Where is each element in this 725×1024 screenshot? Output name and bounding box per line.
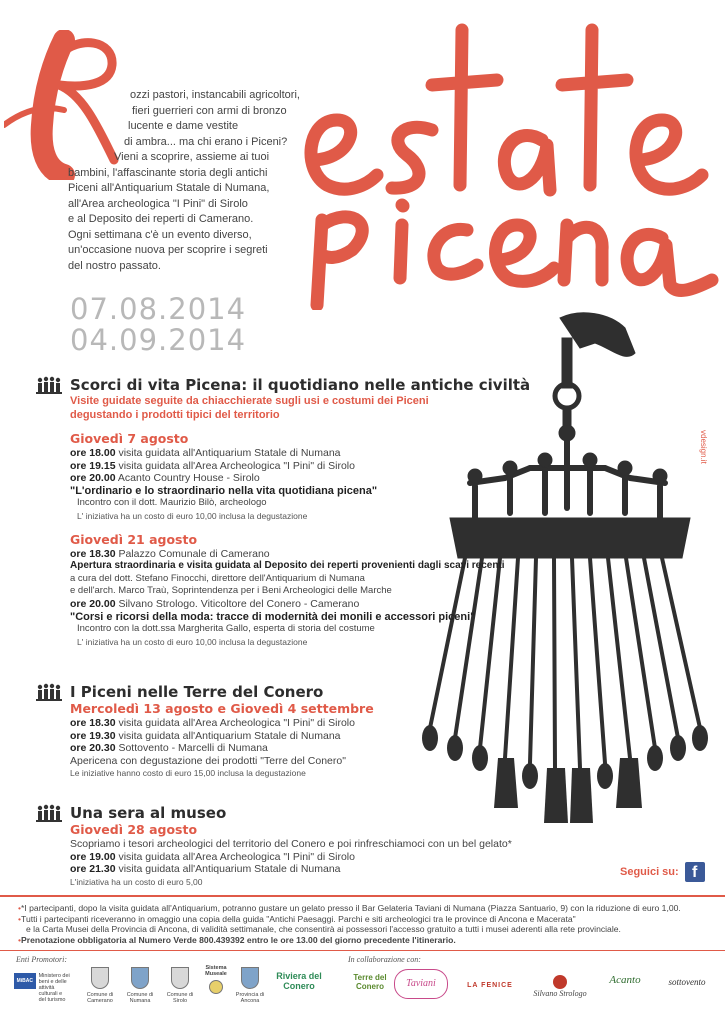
schedule-text: Palazzo Comunale di Camerano xyxy=(118,547,270,560)
intro-line: ozzi pastori, instancabili agricoltori, xyxy=(130,89,300,101)
intro-line: e al Deposito dei reperti di Camerano. xyxy=(68,213,254,225)
section-terre-del-conero xyxy=(36,683,374,780)
schedule-row xyxy=(70,742,374,755)
speaker-line: Incontro con la dott.ssa Margherita Gallo, esperta di storia del costume xyxy=(77,623,375,635)
schedule-time: ore 20.00 xyxy=(70,597,116,610)
taviani-logo xyxy=(394,969,448,999)
logo-caption: Taviani xyxy=(406,978,436,989)
intro-line: fieri guerrieri con armi di bronzo xyxy=(132,104,287,117)
designer-credit: vdesign.it xyxy=(699,430,708,464)
date-end: 04.09.2014 xyxy=(70,323,247,357)
schedule-text: visita guidata all'Area Archeologica "I Pini" di Sirolo xyxy=(118,459,355,472)
bullet-icon: • xyxy=(18,903,22,913)
schedule-text: visita guidata all'Area Archeologica "I Pini" di Sirolo xyxy=(118,850,355,863)
logo-caption: Comune di Camerano xyxy=(86,992,114,1004)
logo-caption: LA FENICE xyxy=(467,982,513,989)
logo-caption: Terre del Conero xyxy=(353,973,387,991)
section-scorci-di-vita xyxy=(36,376,530,648)
schedule-row xyxy=(70,851,512,864)
section-title: Scorci di vita Picena: il quotidiano nelle antiche civiltà xyxy=(70,376,531,394)
talk-title: "Corsi e ricorsi della moda: tracce di modernità dei monili e accessori piceni" xyxy=(70,610,476,623)
schedule-time: ore 20.00 xyxy=(70,472,116,485)
acanto-logo xyxy=(596,974,654,986)
social-follow xyxy=(620,862,705,882)
intro-line: Piceni all'Antiquarium Statale di Numana, xyxy=(68,182,270,194)
sottovento-logo xyxy=(656,979,718,985)
schedule-text: Sottovento - Marcelli di Numana xyxy=(118,742,268,755)
wine-mark-icon xyxy=(553,975,567,989)
note-text: Tutti i partecipanti riceveranno in omaggio una copia della guida "Antichi Paesaggi. Parchi e siti archeologici tra le province di Ancona e Macerata" xyxy=(21,913,576,924)
footer-logos xyxy=(0,955,725,1024)
bullet-icon: • xyxy=(18,913,22,924)
intro-line: all'Area archeologica "I Pini" di Sirolo xyxy=(68,197,248,210)
intro-line: di ambra... ma chi erano i Piceni? xyxy=(124,135,288,148)
logo-caption: Comune di Numana xyxy=(126,992,154,1004)
schedule-row xyxy=(70,548,530,561)
schedule-time: ore 19.30 xyxy=(70,729,116,742)
logo-caption: Comune di Sirolo xyxy=(166,992,194,1004)
promoters-label: Enti Promotori: xyxy=(16,955,68,964)
coat-of-arms-icon xyxy=(131,967,149,989)
logo-caption: Provincia di Ancona xyxy=(235,992,265,1004)
section-subtitle: degustando i prodotti tipici del territorio xyxy=(70,409,280,421)
cost-note: L'iniziativa ha un costo di euro 5,00 xyxy=(70,876,203,887)
schedule-time: ore 18.30 xyxy=(70,547,116,560)
schedule-row xyxy=(70,717,374,730)
logo-caption: Silvano Strologo xyxy=(533,989,587,998)
schedule-time: ore 20.30 xyxy=(70,742,116,755)
museum-mark-icon xyxy=(209,980,223,994)
riviera-conero-logo xyxy=(268,971,330,991)
people-group-icon xyxy=(36,683,62,701)
provincia-ancona-logo xyxy=(234,967,266,1004)
comune-sirolo-logo xyxy=(162,967,198,1004)
facebook-icon[interactable]: f xyxy=(685,862,705,882)
note-line xyxy=(18,934,715,946)
date-start: 07.08.2014 xyxy=(70,292,247,326)
coat-of-arms-icon xyxy=(241,967,259,989)
logo-caption: Acanto xyxy=(609,974,641,986)
mibac-text: Ministero dei beni e delle attività culturali e del turismo xyxy=(38,973,70,1003)
people-group-icon xyxy=(36,804,62,822)
schedule-row xyxy=(70,598,530,611)
coat-of-arms-icon xyxy=(171,967,189,989)
schedule-text: visita guidata all'Antiquarium Statale di Numana xyxy=(118,447,341,459)
note-text: e la Carta Musei della Provincia di Ancona, di validità settimanale, che consentirà ai possessori l'accesso gratuito a tutti i musei aderenti alla rete provinciale. xyxy=(26,924,621,934)
description-line: Scopriamo i tesori archeologici del territorio del Conero e poi rinfreschiamoci con un bel gelato* xyxy=(70,838,512,850)
note-line xyxy=(26,924,715,935)
terre-conero-logo xyxy=(350,973,390,991)
day-heading: Giovedì 7 agosto xyxy=(70,431,189,446)
schedule-time: ore 19.00 xyxy=(70,850,116,863)
intro-line: del nostro passato. xyxy=(68,259,161,272)
bullet-icon: • xyxy=(18,934,22,945)
coat-of-arms-icon xyxy=(91,967,109,989)
intro-line: lucente e dame vestite xyxy=(128,120,239,132)
curator-line: e dell'arch. Marco Traù, Soprintendenza per i Beni Archeologici delle Marche xyxy=(70,585,392,597)
day-heading: Giovedì 21 agosto xyxy=(70,531,198,547)
schedule-text: visita guidata all'Antiquarium Statale di Numana xyxy=(118,863,341,876)
la-fenice-logo xyxy=(460,983,520,989)
schedule-text: visita guidata all'Area Archeologica "I Pini" di Sirolo xyxy=(118,717,355,729)
mibac-logo xyxy=(14,973,70,1003)
comune-camerano-logo xyxy=(82,967,118,1004)
cost-note: L' iniziativa ha un costo di euro 10,00 inclusa la degustazione xyxy=(77,636,308,647)
logo-caption: Sistema Museale xyxy=(205,965,227,977)
day-heading: Mercoledì 13 agosto e Giovedì 4 settembre xyxy=(70,701,374,716)
talk-title: "L'ordinario e lo straordinario nella vita quotidiana picena" xyxy=(70,484,378,497)
apericena-line: Apericena con degustazione dei prodotti "Terre del Conero" xyxy=(70,754,346,767)
schedule-row xyxy=(70,730,374,743)
schedule-row xyxy=(70,863,512,876)
schedule-row xyxy=(70,460,530,473)
logo-caption: sottovento xyxy=(668,977,706,987)
cost-note: Le iniziative hanno costo di euro 15,00 inclusa la degustazione xyxy=(70,768,306,779)
comune-numana-logo xyxy=(122,967,158,1004)
sistema-museale-logo xyxy=(198,965,234,997)
logo-caption: Riviera del Conero xyxy=(276,971,322,991)
intro-line: Ogni settimana c'è un evento diverso, xyxy=(68,228,252,241)
schedule-time: ore 18.30 xyxy=(70,717,116,729)
schedule-time: ore 19.15 xyxy=(70,459,116,472)
intro-line: bambini, l'affascinante storia degli antichi xyxy=(68,166,268,179)
schedule-time: ore 21.30 xyxy=(70,863,116,876)
schedule-text: Silvano Strologo. Viticoltore del Conero - Camerano xyxy=(118,597,360,610)
section-title: Una sera al museo xyxy=(70,804,227,822)
schedule-text: visita guidata all'Antiquarium Statale di Numana xyxy=(118,729,341,742)
mibac-mark: MiBAC xyxy=(14,973,36,989)
silvano-strologo-logo xyxy=(528,975,592,997)
people-group-icon xyxy=(36,376,62,394)
section-title: I Piceni nelle Terre del Conero xyxy=(70,683,324,701)
cost-note: L' iniziativa ha un costo di euro 10,00 inclusa la degustazione xyxy=(77,510,308,521)
social-label: Seguici su: xyxy=(620,866,679,878)
intro-line: un'occasione nuova per scoprire i segreti xyxy=(68,244,268,256)
schedule-text: Acanto Country House - Sirolo xyxy=(117,472,260,485)
curator-line: a cura del dott. Stefano Finocchi, direttore dell'Antiquarium di Numana xyxy=(70,572,365,584)
note-line xyxy=(18,903,715,914)
intro-line: Vieni a scoprire, assieme ai tuoi xyxy=(114,151,270,163)
opening-line: Apertura straordinaria e visita guidata al Deposito dei reperti provenienti dagli scavi recenti xyxy=(70,560,505,572)
note-text: *I partecipanti, dopo la visita guidata all'Antiquarium, potranno gustare un gelato presso il Bar Gelateria Taviani di Numana (Piazza Santuario, 9) con la riduzione di euro 1,00. xyxy=(21,903,681,913)
note-line xyxy=(18,913,715,925)
event-dates xyxy=(70,294,246,356)
partners-label: In collaborazione con: xyxy=(348,955,421,964)
note-text-bold: Prenotazione obbligatoria al Numero Verde 800.439392 entro le ore 13.00 del giorno precedente l'itinerario. xyxy=(21,934,456,945)
notes-band xyxy=(0,895,725,951)
speaker-line: Incontro con il dott. Maurizio Bilò, archeologo xyxy=(77,497,267,509)
schedule-row xyxy=(70,447,530,460)
section-una-sera-al-museo xyxy=(36,804,512,888)
title-script-artwork xyxy=(292,10,722,310)
schedule-time: ore 18.00 xyxy=(70,447,116,459)
schedule-row xyxy=(70,472,530,485)
section-subtitle: Visite guidate seguite da chiacchierate sugli usi e costumi dei Piceni xyxy=(70,395,429,407)
day-heading: Giovedì 28 agosto xyxy=(70,822,198,837)
intro-paragraph xyxy=(68,88,308,274)
